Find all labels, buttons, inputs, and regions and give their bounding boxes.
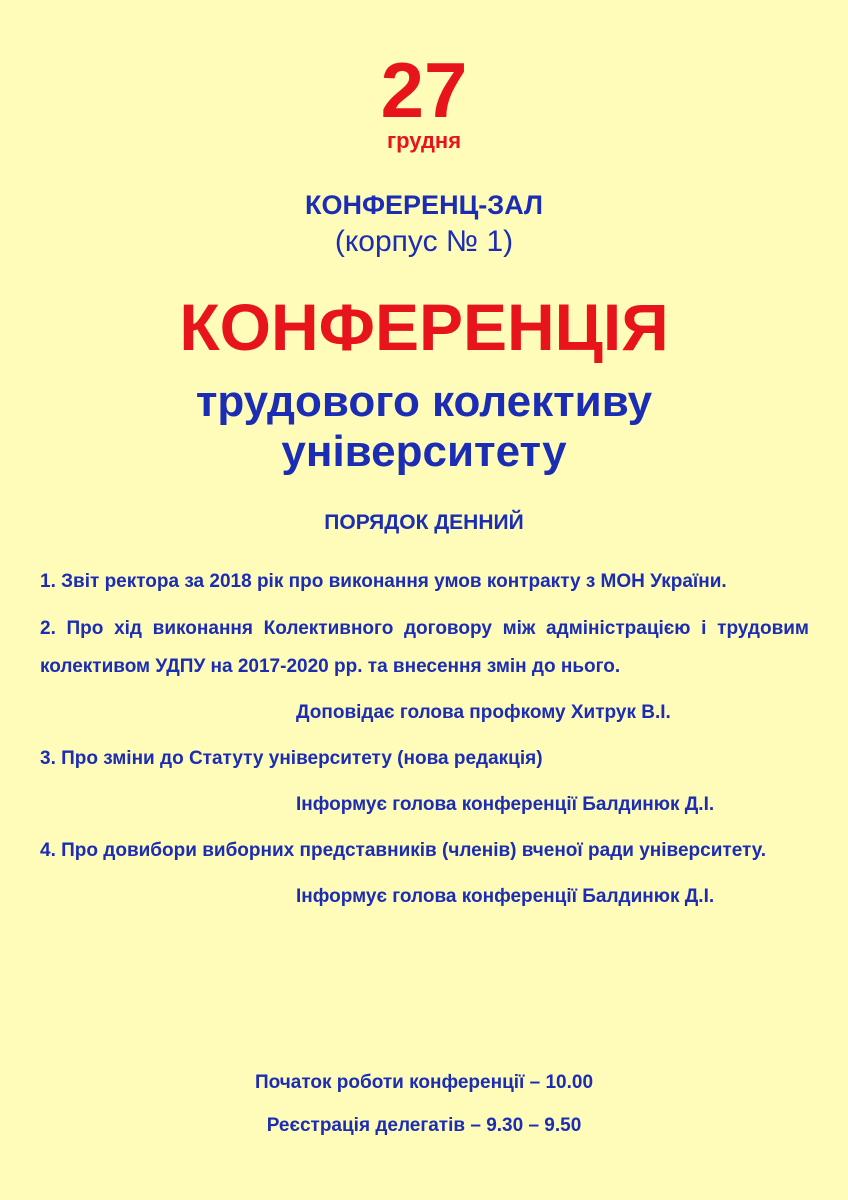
agenda-item-1: 1. Звіт ректора за 2018 рік про виконання умов контракту з МОН України. [40, 571, 727, 592]
agenda-item-2: 2. Про хід виконання Колективного договору між адміністрацією і трудовим колективом УДПУ на 2017-2020 рр. та внесення змін до нього. [40, 618, 809, 677]
date-month: грудня [386, 128, 462, 153]
agenda-item-4-speaker: Інформує голова конференції Балдинюк Д.І. [296, 886, 715, 907]
agenda-item-4: 4. Про довибори виборних представників (членів) вченої ради університету. [40, 840, 766, 861]
registration-time: Реєстрація делегатів – 9.30 – 9.50 [266, 1115, 582, 1136]
venue-name: КОНФЕРЕНЦ-ЗАЛ [305, 190, 543, 220]
agenda-item-2-speaker: Доповідає голова профкому Хитрук В.І. [296, 702, 671, 723]
conference-subtitle-line2: університету [281, 427, 567, 476]
agenda-item-3: 3. Про зміни до Статуту університету (нова редакція) [40, 748, 543, 769]
agenda-heading: ПОРЯДОК ДЕННИЙ [324, 511, 524, 534]
conference-title: КОНФЕРЕНЦІЯ [179, 290, 669, 364]
date-day: 27 [380, 46, 468, 134]
agenda-item-3-speaker: Інформує голова конференції Балдинюк Д.І. [296, 794, 715, 815]
venue-building: (корпус № 1) [334, 225, 514, 258]
start-time: Початок роботи конференції – 10.00 [254, 1072, 594, 1093]
agenda-list [40, 563, 809, 916]
conference-subtitle-line1: трудового колективу [195, 377, 653, 426]
